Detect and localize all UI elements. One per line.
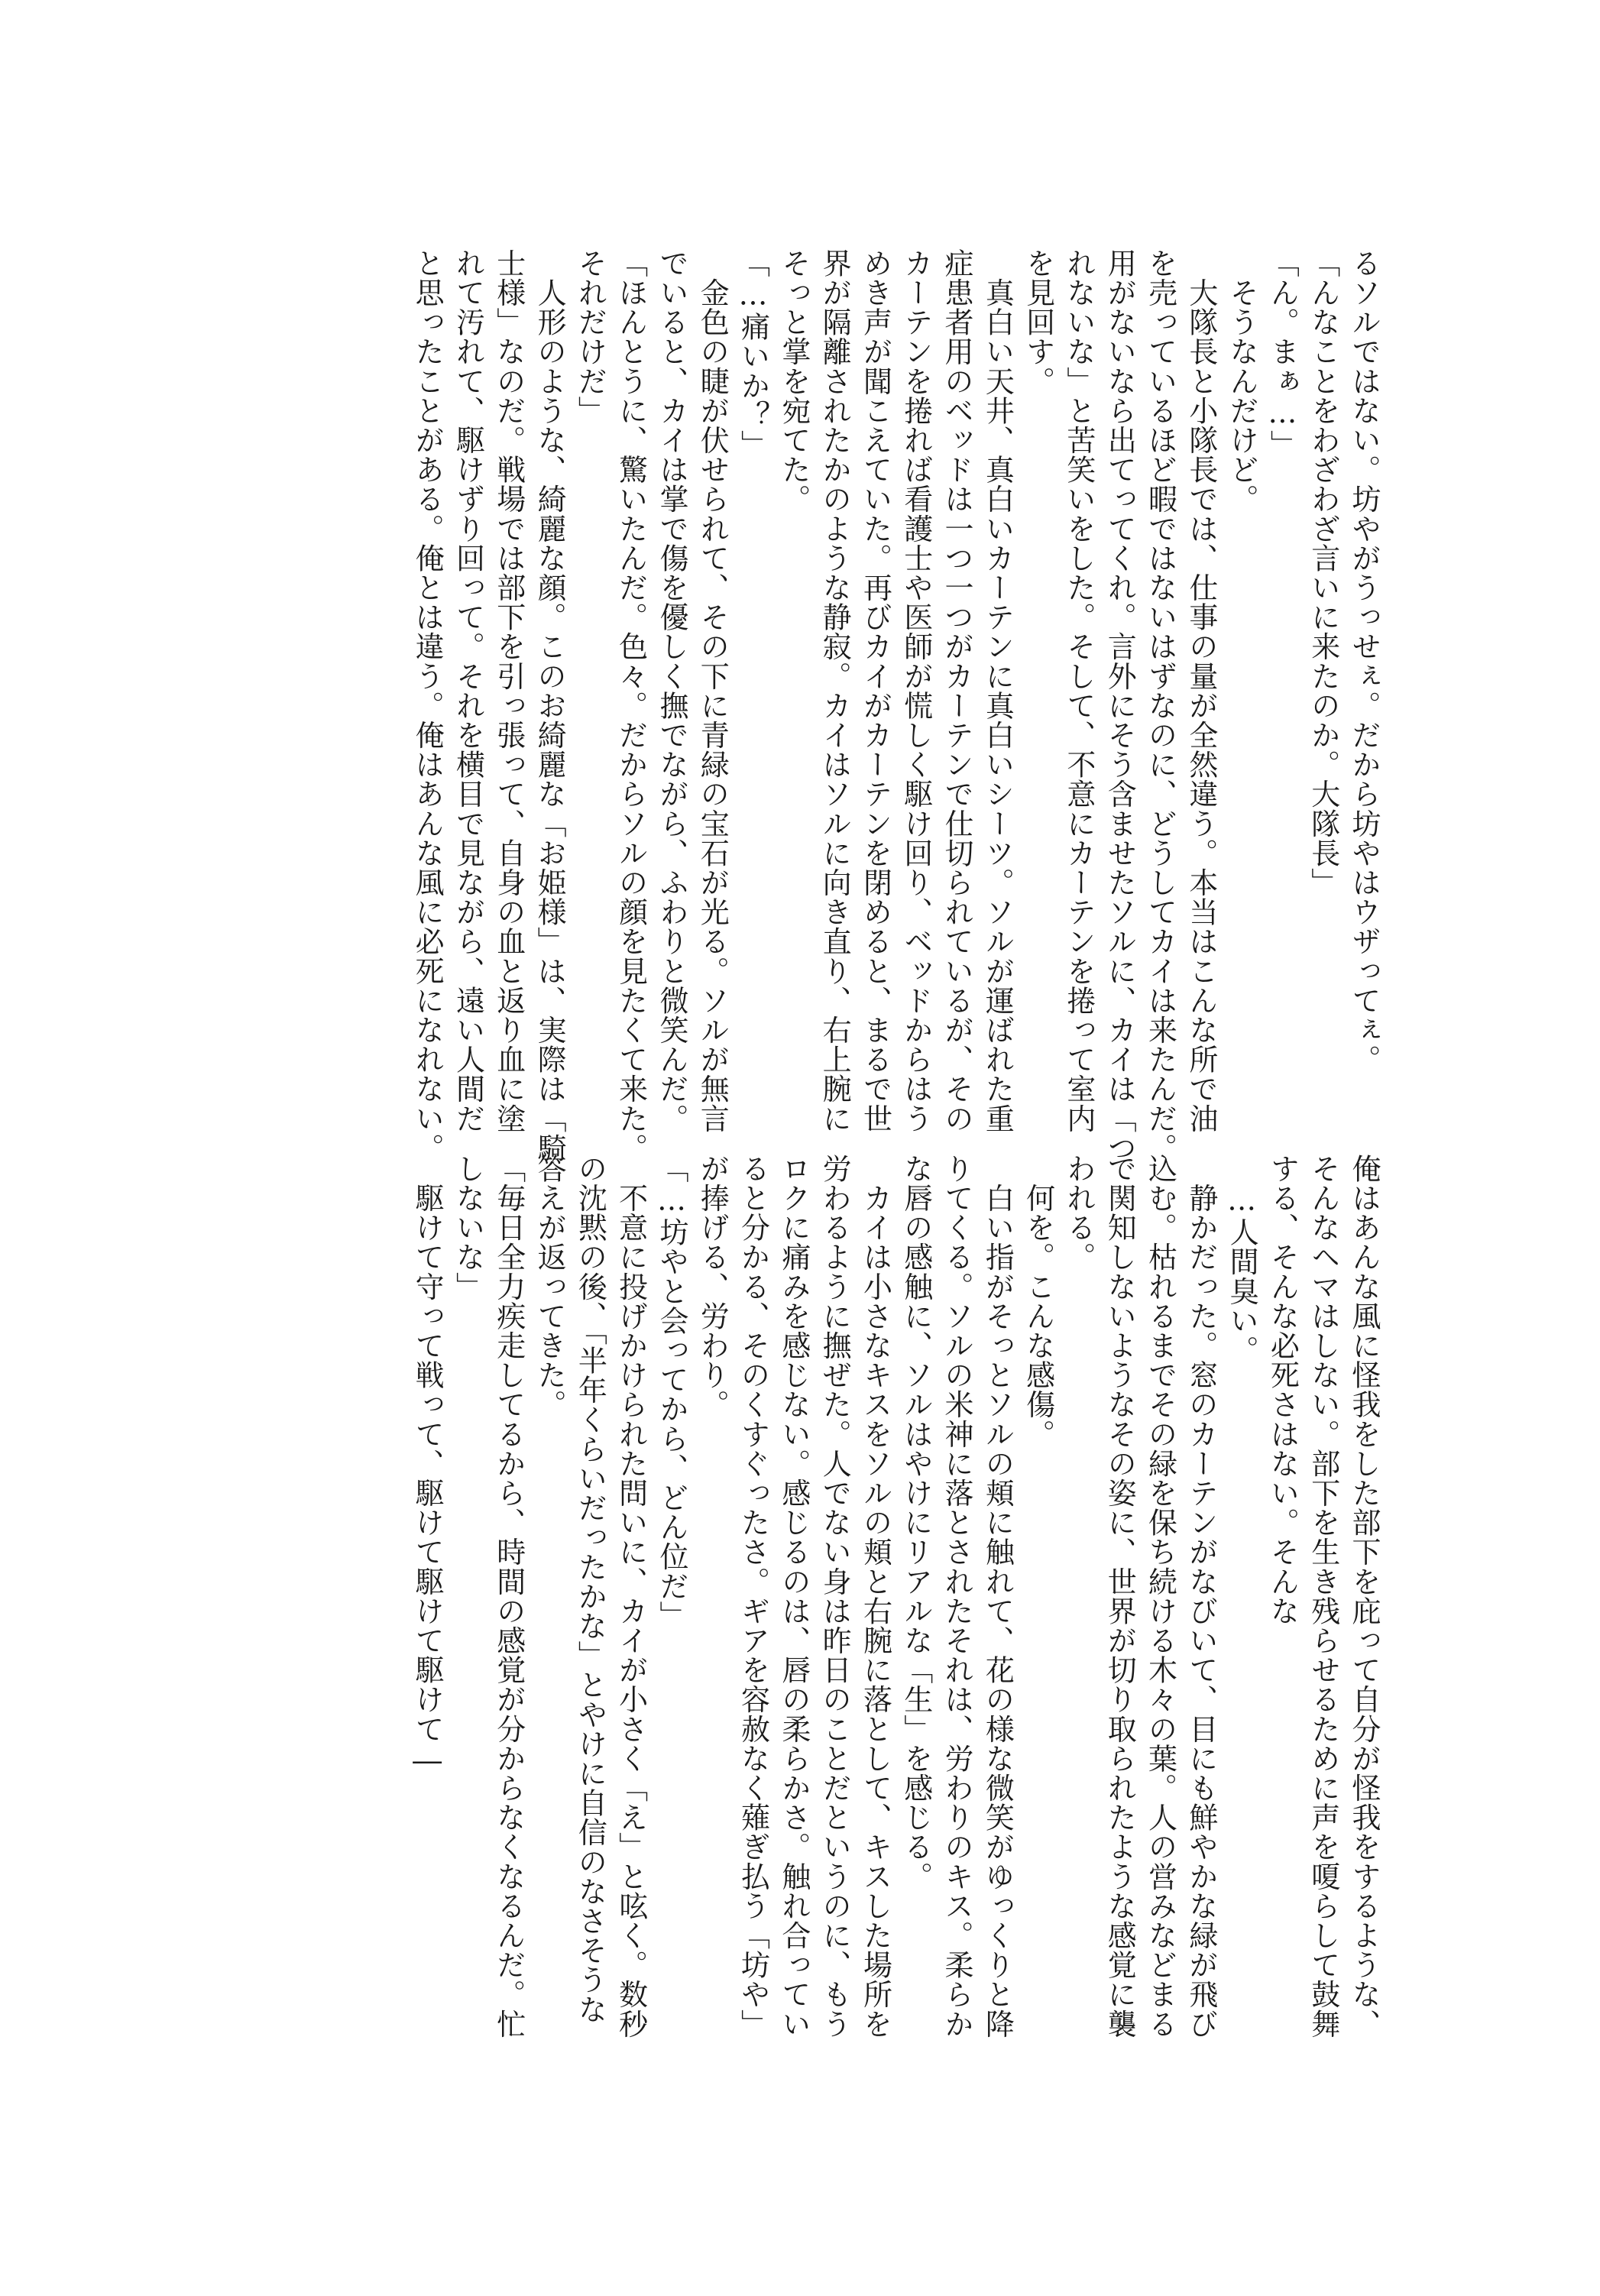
lower-text-line: 「毎日全力疾走してるから、時間の感覚が分からなくなるんだ。忙 — [491, 1154, 526, 2039]
upper-text-line: めき声が聞こえていた。再びカイがカーテンを閉めると、まるで世 — [858, 248, 892, 1133]
upper-text-line: そうなんだけど。 — [1225, 248, 1259, 514]
lower-text-line: 静かだった。窓のカーテンがなびいて、目にも鮮やかな緑が飛び — [1184, 1154, 1218, 2039]
upper-text-line: を見回す。 — [1021, 248, 1055, 396]
upper-text-line: 「ほんとうに、驚いたんだ。色々。だからソルの顔を見たくて来た。 — [614, 248, 648, 1163]
upper-text-line: れないな」と苦笑いをした。そして、不意にカーテンを捲って室内 — [1061, 248, 1096, 1133]
lower-text-line: しないな」 — [451, 1154, 485, 1301]
upper-text-line: 「…痛いか？」 — [736, 248, 770, 460]
upper-text-line: 金色の睫が伏せられて、その下に青緑の宝石が光る。ソルが無言 — [695, 248, 730, 1133]
upper-text-line: を売っているほど暇ではないはずなのに、どうしてカイは来たんだ。 — [1143, 248, 1177, 1163]
lower-text-line: われる。 — [1061, 1154, 1096, 1272]
upper-text-line: 人形のような、綺麗な顔。このお綺麗な「お姫様」は、実際は「騎 — [533, 248, 567, 1163]
lower-text-line: 「…坊やと会ってから、どん位だ」 — [654, 1154, 688, 1631]
lower-text-line: ると分かる、そのくすぐったさ。ギアを容赦なく薙ぎ払う「坊や」 — [736, 1154, 770, 2039]
upper-text-line: 「んなことをわざわざ言いに来たのか。大隊長」 — [1306, 248, 1340, 898]
lower-text-line: 労わるように撫ぜた。人でない身は昨日のことだというのに、もう — [818, 1154, 852, 2039]
lower-text-line: な唇の感触に、ソルはやけにリアルな「生」を感じる。 — [899, 1154, 933, 1891]
upper-text-line: 真白い天井、真白いカーテンに真白いシーツ。ソルが運ばれた重 — [980, 248, 1015, 1133]
upper-text-line: そっと掌を宛てた。 — [776, 248, 811, 514]
lower-text-line: する、そんな必死さはない。そんな — [1265, 1154, 1300, 1626]
lower-text-line: 答えが返ってきた。 — [533, 1154, 567, 1420]
lower-text-line: ロクに痛みを感じない。感じるのは、唇の柔らかさ。触れ合ってい — [776, 1154, 811, 2039]
upper-text-line: でいると、カイは掌で傷を優しく撫でながら、ふわりと微笑んだ。 — [654, 248, 688, 1133]
upper-text-line: それだけだ」 — [573, 248, 607, 426]
lower-text-line: カイは小さなキスをソルの頬と右腕に落として、キスした場所を — [858, 1154, 892, 2039]
lower-text-line: 込む。枯れるまでその緑を保ち続ける木々の葉。人の営みなどまる — [1143, 1154, 1177, 2039]
upper-text-line: れて汚れて、駆けずり回って。それを横目で見ながら、遠い人間だ — [451, 248, 485, 1133]
lower-text-line: の沈黙の後、「半年くらいだったかな」とやけに自信のなさそうな — [573, 1154, 607, 2024]
lower-text-line: 何を。こんな感傷。 — [1021, 1154, 1055, 1449]
lower-text-line: りてくる。ソルの米神に落とされたそれは、労わりのキス。柔らか — [940, 1154, 974, 2039]
upper-text-line: 大隊長と小隊長では、仕事の量が全然違う。本当はこんな所で油 — [1184, 248, 1218, 1133]
upper-text-line: と思ったことがある。俺とは違う。俺はあんな風に必死になれない。 — [410, 248, 445, 1163]
upper-text-line: 用がないなら出てってくれ。言外にそう含ませたソルに、カイは「つ — [1103, 248, 1137, 1163]
upper-text-line: 「ん。まぁ…」 — [1265, 248, 1300, 460]
upper-text-line: カーテンを捲れば看護士や医師が慌しく駆け回り、ベッドからはう — [899, 248, 933, 1133]
lower-text-line: 駆けて守って戦って、駆けて駆けて駆けて― — [410, 1154, 445, 1778]
lower-text-line: そんなヘマはしない。部下を生き残らせるために声を嗄らして鼓舞 — [1306, 1154, 1340, 2039]
upper-text-line: 士様」なのだ。戦場では部下を引っ張って、自身の血と返り血に塗 — [491, 248, 526, 1133]
lower-text-line: …人間臭い。 — [1225, 1154, 1259, 1365]
lower-text-line: で関知しないようなその姿に、世界が切り取られたような感覚に襲 — [1103, 1154, 1137, 2039]
lower-text-line: 俺はあんな風に怪我をした部下を庇って自分が怪我をするような、 — [1347, 1154, 1381, 2039]
lower-text-line: が捧げる、労わり。 — [695, 1154, 730, 1420]
upper-text-block — [222, 248, 1384, 1163]
upper-text-line: るソルではない。坊やがうっせぇ。だから坊やはウザってぇ。 — [1347, 248, 1381, 1074]
upper-text-line: 症患者用のベッドは一つ一つがカーテンで仕切られているが、その — [940, 248, 974, 1133]
lower-text-line: 白い指がそっとソルの頬に触れて、花の様な微笑がゆっくりと降 — [980, 1154, 1015, 2039]
lower-text-line: 不意に投げかけられた問いに、カイが小さく「え」と呟く。数秒 — [614, 1154, 648, 2039]
lower-text-block — [222, 1154, 1384, 2039]
upper-text-line: 界が隔離されたかのような静寂。カイはソルに向き直り、右上腕に — [818, 248, 852, 1133]
